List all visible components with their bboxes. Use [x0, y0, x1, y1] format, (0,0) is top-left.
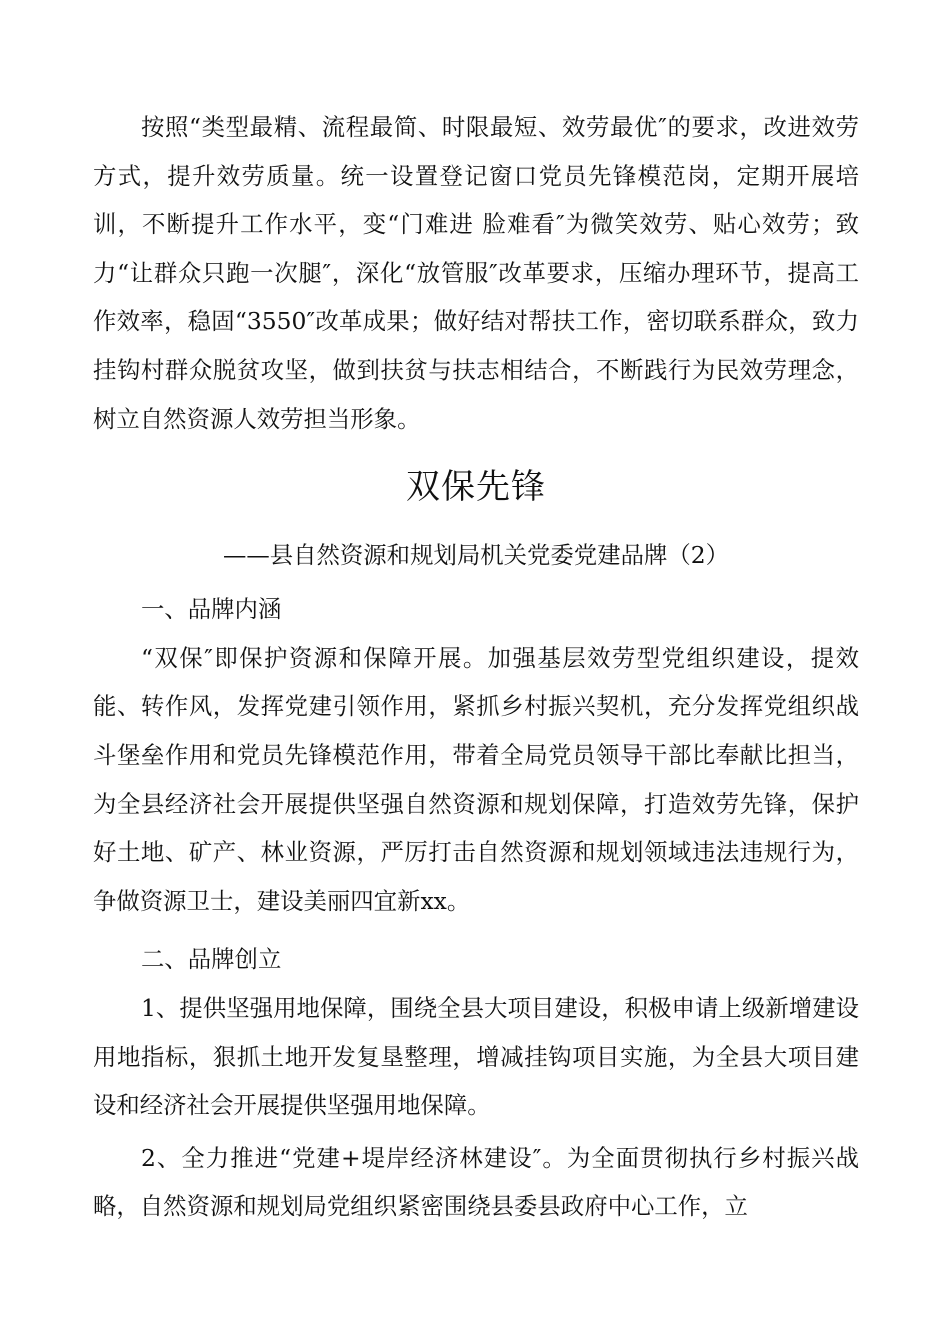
list-item-land-guarantee: 1、提供坚强用地保障，围绕全县大项目建设，积极申请上级新增建设用地指标，狠抓土地开发复垦整理，增减挂钩项目实施，为全县大项目建设和经济社会开展提供坚强用地保障。	[93, 993, 859, 1120]
document-subtitle: ——县自然资源和规划局机关党委党建品牌（2）	[222, 541, 730, 570]
document-page	[93, 103, 859, 1231]
section-heading-brand-creation: 二、品牌创立	[141, 945, 282, 974]
section-paragraph-brand-meaning: “双保″即保护资源和保障开展。加强基层效劳型党组织建设，提效能、转作风，发挥党建引领作用，紧抓乡村振兴契机，充分发挥党组织战斗堡垒作用和党员先锋模范作用，带着全局党员领导干部比奉献比担当，为全县经济社会开展提供坚强自然资源和规划保障，打造效劳先锋，保护好土地、矿产、林业资源，严厉打击自然资源和规划领域违法违规行为，争做资源卫士，建设美丽四宜新xx。	[93, 643, 859, 915]
document-title: 双保先锋	[406, 467, 546, 508]
section-heading-brand-meaning: 一、品牌内涵	[141, 595, 282, 624]
list-item-embankment-forest: 2、全力推进“党建+堤岸经济林建设″。为全面贯彻执行乡村振兴战略，自然资源和规划局党组织紧密围绕县委县政府中心工作，立	[93, 1143, 859, 1221]
intro-paragraph: 按照“类型最精、流程最简、时限最短、效劳最优″的要求，改进效劳方式，提升效劳质量。统一设置登记窗口党员先锋模范岗，定期开展培训，不断提升工作水平，变“门难进 脸难看″为微笑效劳、贴心效劳；致力“让群众只跑一次腿″，深化“放管服″改革要求，压缩办理环节，提高工作效率，稳固“3550″改革成果；做好结对帮扶工作，密切联系群众，致力挂钩村群众脱贫攻坚，做到扶贫与扶志相结合，不断践行为民效劳理念，树立自然资源人效劳担当形象。	[93, 113, 859, 433]
